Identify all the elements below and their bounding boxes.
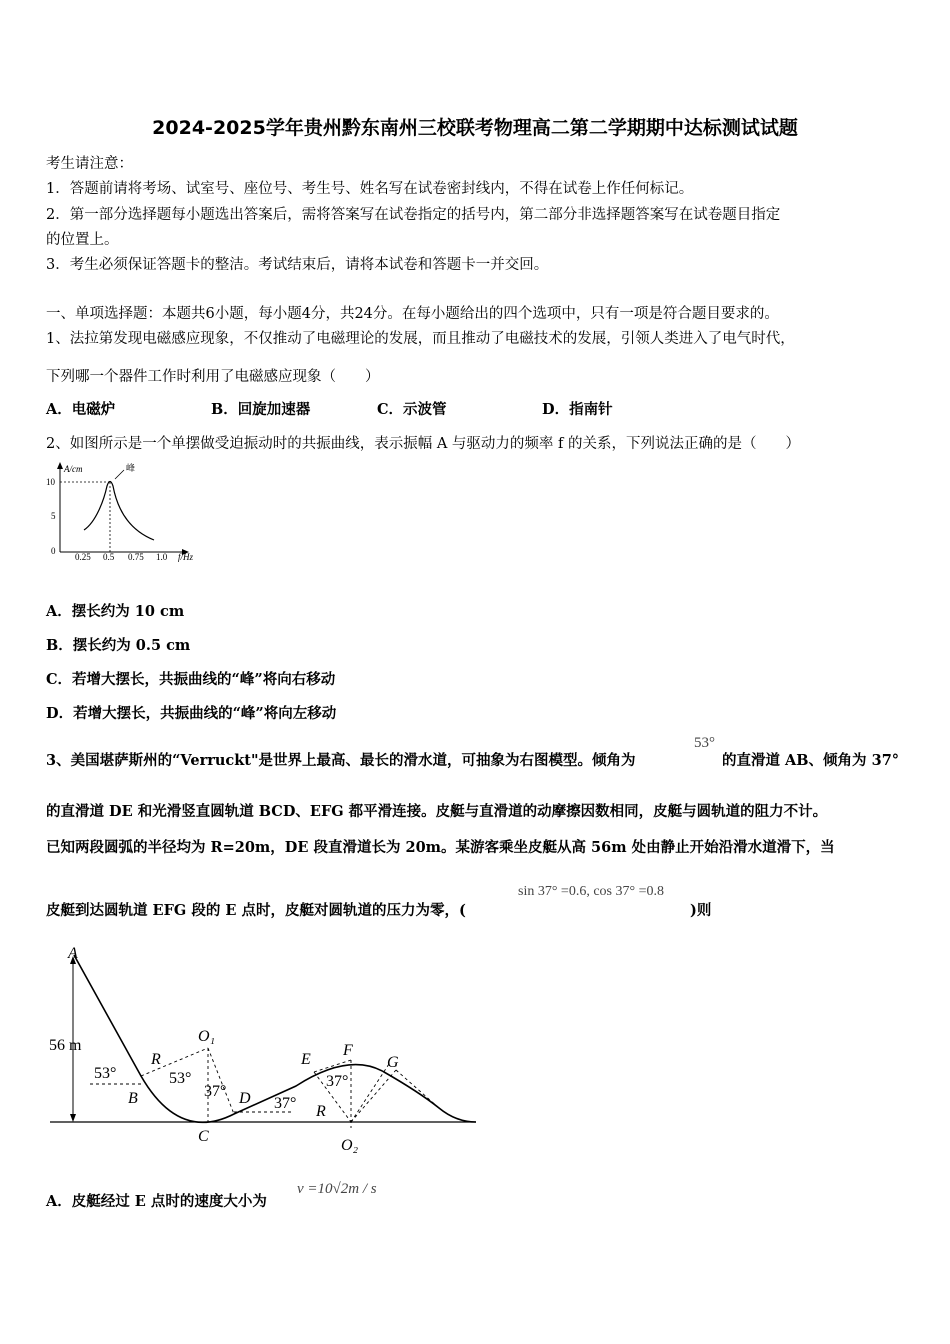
- notice-item: 的位置上。: [46, 232, 119, 248]
- point-g-label: G: [387, 1054, 399, 1071]
- point-d-label: D: [239, 1090, 251, 1107]
- q3-stem: 已知两段圆弧的半径均为 R=20m，DE 段直滑道长为 20m。某游客乘坐皮艇从高 56m 处由静止开始沿滑水道滑下，当: [46, 839, 835, 856]
- angle-label: 37°: [326, 1073, 349, 1090]
- q3-stem: )则: [690, 902, 712, 919]
- x-tick-label: 0.5: [103, 552, 115, 562]
- q1-option-c: C．示波管: [377, 401, 447, 418]
- angle-label: 37°: [274, 1095, 297, 1112]
- x-tick-label: 0.25: [75, 552, 91, 562]
- resonance-curve-figure: [44, 460, 204, 568]
- notice-item: 2．第一部分选择题每小题选出答案后，需将答案写在试卷指定的括号内，第二部分非选择题答案写在试卷题目指定: [46, 207, 781, 223]
- point-b-label: B: [128, 1090, 138, 1107]
- x-tick-label: 1.0: [156, 552, 168, 562]
- q3-stem: 的直滑道 DE 和光滑竖直圆轨道 BCD、EFG 都平滑连接。皮艇与直滑道的动摩擦因数相同，皮艇与圆轨道的阻力不计。: [46, 803, 828, 820]
- y-axis-label: A/cm: [64, 464, 83, 474]
- x-tick-label: 0.75: [128, 552, 144, 562]
- point-e-label: E: [301, 1051, 311, 1068]
- point-c-label: C: [198, 1128, 209, 1145]
- height-label: 56 m: [49, 1037, 82, 1054]
- page-title: 2024-2025学年贵州黔东南州三校联考物理高二第二学期期中达标测试试题: [152, 117, 798, 139]
- q1-option-d: D．指南针: [542, 401, 613, 418]
- q2-option-b: B．摆长约为 0.5 cm: [46, 637, 191, 654]
- notice-item: 1．答题前请将考场、试室号、座位号、考生号、姓名写在试卷密封线内，不得在试卷上作任何标记。: [46, 181, 694, 197]
- q2-stem: 2、如图所示是一个单摆做受迫振动时的共振曲线，表示振幅 A 与驱动力的频率 f 的关系，下列说法正确的是（ ）: [46, 436, 800, 452]
- angle-label: 53°: [169, 1070, 192, 1087]
- q2-option-a: A．摆长约为 10 cm: [46, 603, 185, 620]
- q3-stem: 的直滑道 AB、倾角为 37°: [722, 752, 900, 769]
- q3-stem: 皮艇到达圆轨道 EFG 段的 E 点时，皮艇对圆轨道的压力为零，(: [46, 902, 466, 919]
- angle-label: 53°: [94, 1065, 117, 1082]
- q1-option-a: A．电磁炉: [46, 401, 116, 418]
- notice-heading: 考生请注意：: [46, 156, 133, 172]
- q3-trig-math: sin 37° =0.6, cos 37° =0.8: [518, 884, 664, 899]
- radius-label: R: [316, 1103, 326, 1120]
- y-tick-label: 5: [51, 511, 56, 521]
- q3-stem: 3、美国堪萨斯州的“Verruckt"是世界上最高、最长的滑水道，可抽象为右图模型。倾角为: [46, 752, 636, 769]
- section-heading: 一、单项选择题：本题共6小题，每小题4分，共24分。在每小题给出的四个选项中，只有一项是符合题目要求的。: [46, 306, 779, 322]
- center-o1-label: O₁: [198, 1028, 216, 1045]
- y-tick-label: 0: [51, 546, 56, 556]
- radius-label: R: [151, 1051, 161, 1068]
- q3-option-a-math: v =10√2m / s: [297, 1181, 377, 1197]
- q1-stem: 1、法拉第发现电磁感应现象，不仅推动了电磁理论的发展，而且推动了电磁技术的发展，引领人类进入了电气时代，: [46, 331, 795, 347]
- q3-option-a: A．皮艇经过 E 点时的速度大小为: [46, 1193, 267, 1210]
- q2-option-d: D．若增大摆长，共振曲线的“峰”将向左移动: [46, 705, 337, 722]
- point-a-label: A: [68, 945, 78, 962]
- q3-angle-math: 53°: [694, 735, 715, 751]
- center-o2-label: O₂: [341, 1137, 359, 1154]
- water-slide-figure: [44, 940, 484, 1155]
- q2-option-c: C．若增大摆长，共振曲线的“峰”将向右移动: [46, 671, 336, 688]
- peak-label: 峰: [126, 463, 136, 473]
- q1-stem: 下列哪一个器件工作时利用了电磁感应现象（ ）: [46, 369, 380, 385]
- angle-label: 37°: [204, 1083, 227, 1100]
- q1-option-b: B．回旋加速器: [211, 401, 311, 418]
- point-f-label: F: [343, 1042, 353, 1059]
- x-axis-label: f/Hz: [178, 552, 194, 562]
- notice-item: 3．考生必须保证答题卡的整洁。考试结束后，请将本试卷和答题卡一并交回。: [46, 257, 549, 273]
- y-tick-label: 10: [46, 477, 55, 487]
